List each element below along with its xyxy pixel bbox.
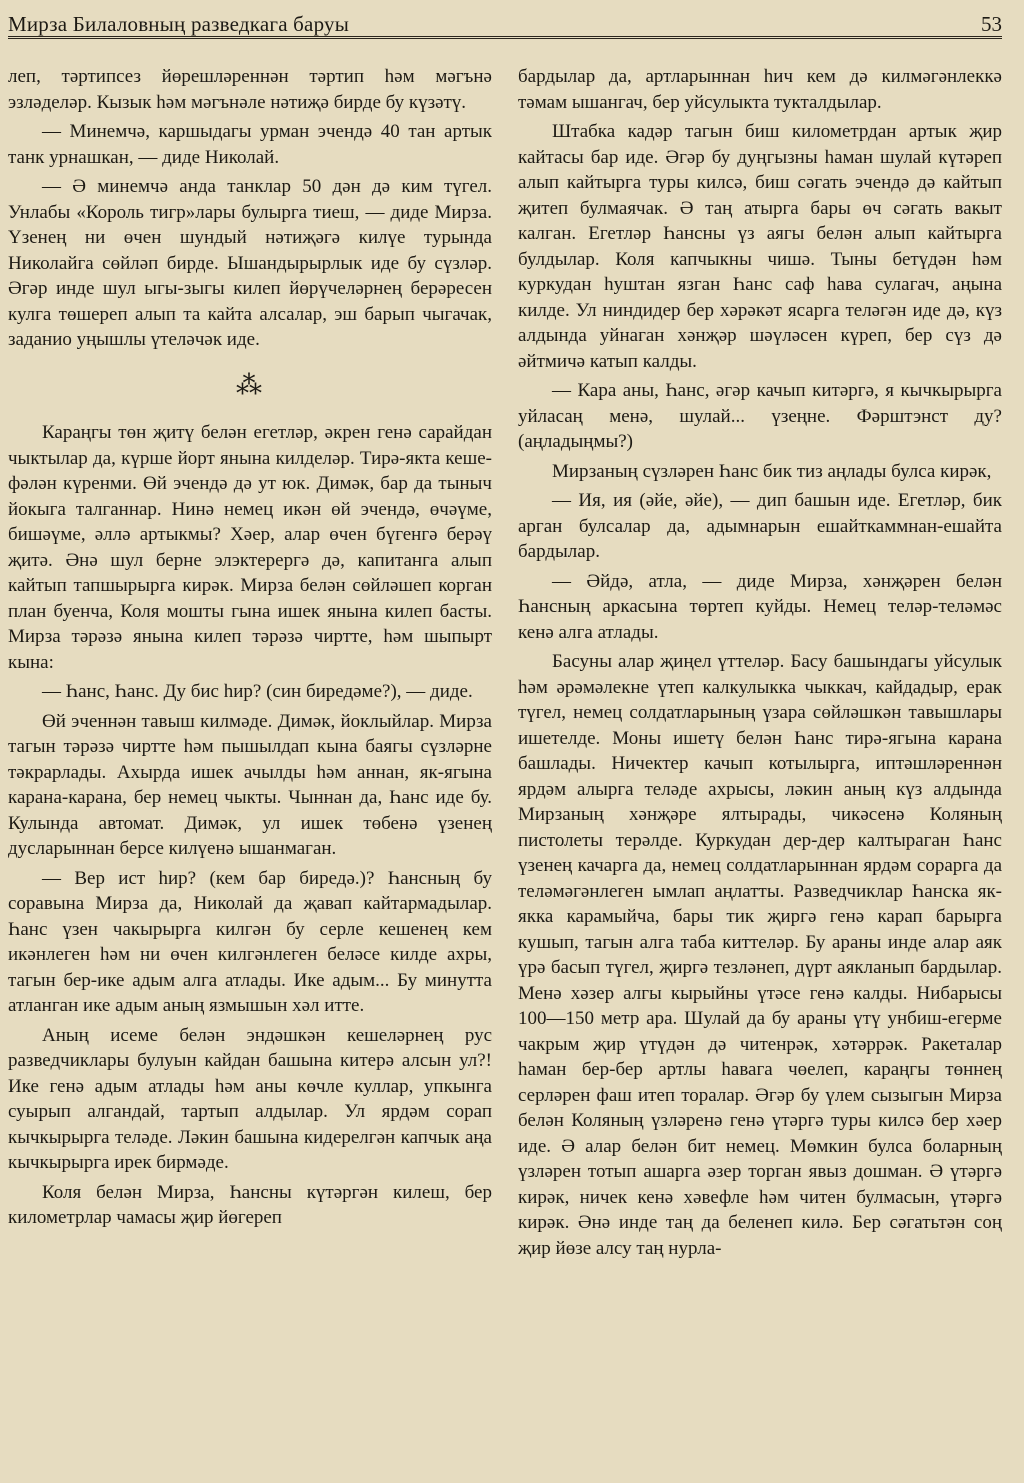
paragraph: Коля белән Мирза, Һансны күтәргән килеш, бер километрлар чамасы җир йөгереп — [8, 1181, 492, 1228]
paragraph: Өй эченнән тавыш килмәде. Димәк, йоклыйлар. Мирза тагын тәрәзә чиртте һәм пышылдап кына баягы сүзләрне тәкрарлады. Ахырда ишек ачылды һәм аннан, як-ягына карана-карана, бер немец чыкты. Чыннан да, Һанс иде бу. Кулында автомат. Димәк, ул ишек төбенә үзенең дусларыннан берсе килүенә ышанмаган. — [8, 710, 492, 859]
paragraph: — Кара аны, Һанс, әгәр качып китәргә, я кычкырырга уйласаң менә, шулай... үзеңне. Фәрштэнст ду? (аңладыңмы?) — [518, 380, 1002, 452]
paragraph: бардылар да, артларыннан һич кем дә килмәгәнлеккә тәмам ышангач, бер уйсулыкта тукталдылар. — [518, 66, 1002, 113]
paragraph: — Һанс, Һанс. Ду бис һир? (син биредәме?), — диде. — [42, 681, 473, 702]
running-header — [8, 6, 1002, 39]
paragraph: — Минемчә, каршыдагы урман эчендә 40 тан артык танк урнашкан, — диде Николай. — [8, 121, 492, 168]
paragraph: — Әйдә, атла, — диде Мирза, хәнҗәрен белән Һансның аркасына төртеп куйды. Немец теләр-теләмәс кенә алга атлады. — [518, 570, 1002, 643]
running-title: Мирза Билаловның разведкага баруы — [8, 12, 350, 36]
paragraph: Караңгы төн җитү белән егетләр, әкрен генә сарайдан чыктылар да, күрше йорт янына килделәр. Тирә-якта кеше-фәлән күренми. Өй эчендә дә ут юк. Димәк, бар да тыныч йокыга талганнар. Нинә немец икән өй эчендә, өчәүме, бишәүме, әллә артыкмы? Хәер, алар өчен бүгенгә берәү җитә. Әнә шул берне элэктерергә дә, капитанга алып кайтып тапшырырга кирәк. Мирза белән сөйләшеп корган план буенча, Коля мошты гына ишек янына килеп басты. Мирза тәрәзә янына килеп тәрәзә чиртте, һәм шыпырт кына: — [8, 422, 492, 673]
left-column — [8, 64, 492, 1473]
paragraph: Аның исеме белән эндәшкән кешеләрнең рус разведчиклары булуын кайдан башына китерә алсын ул?! Ике генә адым атлады һәм аны көчле куллар, упкынга суырып алгандай, тартып алдылар. Ул ярдәм сорап кычкырырга теләде. Ләкин башына кидерелгән капчык аңа кычкырырга ирек бирмәде. — [8, 1024, 492, 1173]
text-columns — [8, 64, 1002, 1473]
paragraph: Мирзаның сүзләрен Һанс бик тиз аңлады булса кирәк, — [552, 460, 992, 482]
section-divider: ⁂ — [236, 370, 264, 400]
page-number: 53 — [981, 12, 1002, 36]
paragraph: — Ә минемчә анда танклар 50 дән дә ким түгел. Унлабы «Король тигр»лары булырга тиеш, — диде Мирза. Үзенең ни өчен шундый нәтиҗәгә килүе турында Николайга сөйләп бирде. Ышандырырлык иде бу сүзләр. Әгәр инде шул ыгы-зыгы килеп йөрүчеләрнең берәресен кулга төшереп алып та кайта алсалар, эш барып чыгачак, заданио уңышлы үтеләчәк иде. — [8, 176, 492, 350]
paragraph: Штабка кадәр тагын биш километрдан артык җир кайтасы бар иде. Әгәр бу дуңгызны һаман шулай күтәреп алып кайтырга туры килсә, биш сәгать эчендә дә кайтып җитеп булмаячак. Ә таң атырга бары өч сәгать вакыт калган. Егетләр Һансны үз аягы белән алып кайтырга булдылар. Коля капчыкны чишә. Тыны бетүдән һәм куркудан һуштан язган Һанс саф һава сулагач, аңына килде. Ул ниндидер бер хәрәкәт ясарга теләгән иде дә, күз алдында уйнаган хәнҗәр шәүләсен күреп, бер сүз дә әйтмичә катып калды. — [518, 121, 1002, 372]
paragraph: — Вер ист һир? (кем бар биредә.)? Һансның бу соравына Мирза да, Николай да җавап кайтармадылар. Һанс үзен чакырырга килгән бу серле кешенең кем икәнлеген һәм ни өчен килгәнлеген беләсе килде ахры, тагын бер-ике адым алга атлады. Ике адым... Бу минутта атланган ике адым аның язмышын хәл итте. — [8, 867, 492, 1016]
paragraph: леп, тәртипсез йөрешләреннән тәртип һәм мәгънә эзләделәр. Кызык һәм мәгънәле нәтиҗә бирде бу күзәтү. — [8, 66, 492, 113]
right-column — [518, 64, 1002, 1473]
paragraph: — Ия, ия (әйе, әйе), — дип башын иде. Егетләр, бик арган булсалар да, адымнарын ешайткаммнан-ешайта бардылар. — [518, 490, 1002, 562]
paragraph: Басуны алар җиңел үттеләр. Басу башындагы уйсулык һәм әрәмәлекне үтеп калкулыкка чыккач, кайдадыр, ерак түгел, немец солдатларының үзара сөйләшкән тавышлары ишетелде. Моны ишетү белән Һанс тирә-ягына карана башлады. Ничектер качып котылырга, иптәшләреннән ярдәм алырга теләде ахрысы, ләкин аның күз алдында Мирзаның хәнҗәре ялтырады, чикәсенә Коляның пистолеты терәлде. Куркудан дер-дер калтыраган Һанс үзенең качарга да, немец солдатларыннан ярдәм сорарга да теләмәгәнлеген ымлап аңлатты. Разведчиклар Һанска як-якка карамыйча, бары тик җиргә генә карап барырга кушып, тагын алга таба киттеләр. Бу араны инде алар аяк үрә басып түгел, җиргә тезләнеп, дүрт аякланып бардылар. Менә хәзер алгы кырыйны үтәсе генә калды. Нибарысы 100—150 метр ара. Шулай да бу араны үтү унбиш-егерме чакрым җир үтүдән дә читенрәк, хәтәррәк. Ракеталар һаман бер-бер артлы һавага чөелеп, караңгы төннең серләрен фаш итеп торалар. Әгәр бу үлем сызыгын Мирза белән Коляның үзләренә генә үтәргә туры килсә бер хәер иде. Ә алар белән бит немец. Мөмкин булса боларның үзләрен тотып ашарга әзер торган явыз дошман. Ә үтәргә кирәк, ничек кенә хәвефле һәм читен булмасын, үтәргә кирәк. Әнә инде таң да беленеп килә. Бер сәгатьтән соң җир йөзе алсу таң нурла- — [518, 651, 1002, 1259]
